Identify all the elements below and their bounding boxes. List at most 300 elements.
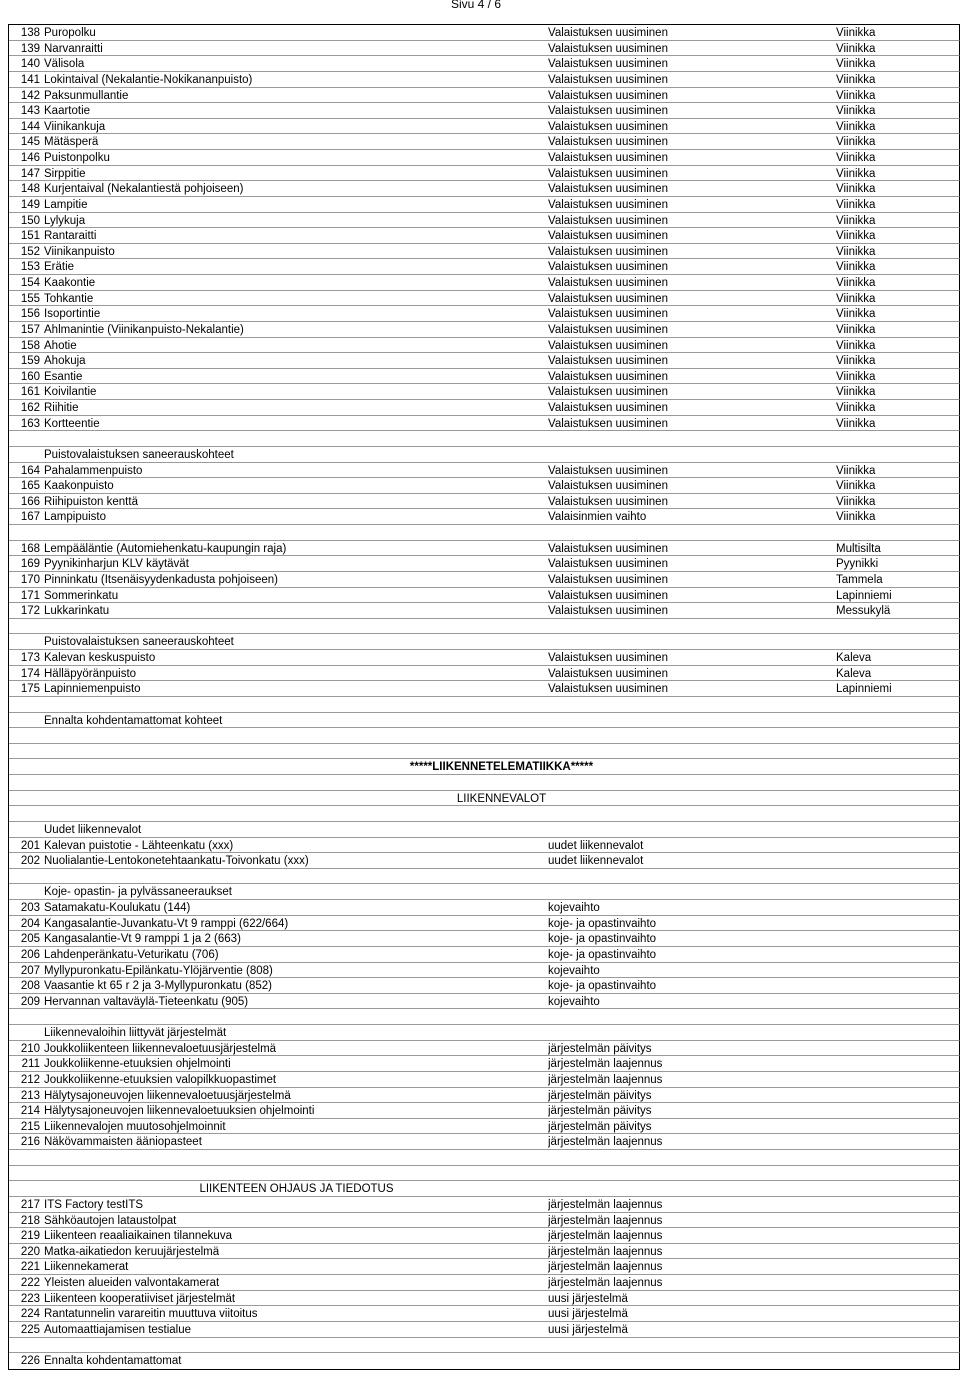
item-name: Lapinniemenpuisto: [44, 683, 141, 696]
table-row: [9, 1306, 960, 1322]
table-row: [9, 119, 960, 135]
item-action: Valaistuksen uusiminen: [548, 339, 668, 352]
item-action: Valaistuksen uusiminen: [548, 152, 668, 164]
item-action: Valaistuksen uusiminen: [548, 417, 668, 430]
table-row: [9, 994, 960, 1010]
item-action: Valaistuksen uusiminen: [548, 277, 668, 289]
item-name: Ahlmanintie (Viinikanpuisto-Nekalantie): [44, 323, 244, 336]
item-name: Joukkoliikenteen liikennevaloetuusjärjestelmä: [44, 1042, 277, 1055]
row-number: 159: [20, 355, 40, 368]
table-row: [9, 134, 960, 150]
item-name: Kaakontie: [44, 277, 96, 289]
item-name: Kurjentaival (Nekalantiestä pohjoiseen): [44, 183, 244, 196]
table-row: [9, 1244, 960, 1260]
table-row: [9, 572, 960, 588]
item-action: Valaistuksen uusiminen: [548, 183, 668, 196]
item-area: Viinikka: [836, 245, 876, 258]
table-row: [9, 1056, 960, 1072]
item-area: Pyynikki: [836, 558, 879, 571]
item-name: Matka-aikatiedon keruujärjestelmä: [44, 1245, 220, 1258]
item-area: Viinikka: [836, 511, 876, 524]
table-row: [9, 1353, 960, 1369]
item-name: Rantatunnelin varareitin muuttuva viitoitus: [44, 1308, 258, 1321]
item-name: Uudet liikennevalot: [44, 823, 142, 836]
item-name: Kortteentie: [44, 417, 100, 430]
item-action: Valaistuksen uusiminen: [548, 42, 668, 55]
table-row: [9, 478, 960, 494]
item-action: Valaistuksen uusiminen: [548, 683, 668, 696]
item-area: Viinikka: [836, 27, 876, 39]
table-row: [9, 1119, 960, 1135]
item-action: Valaistuksen uusiminen: [548, 245, 668, 258]
table-row: [9, 916, 960, 932]
item-name: Koivilantie: [44, 386, 97, 399]
table-row: [9, 838, 960, 854]
row-number: 140: [20, 58, 40, 71]
item-name: Automaattiajamisen testialue: [44, 1323, 192, 1336]
item-area: Viinikka: [836, 308, 876, 321]
item-name: Erätie: [44, 261, 75, 274]
item-name: Sommerinkatu: [44, 589, 119, 602]
table-row: [9, 306, 960, 322]
table-row: [9, 822, 960, 838]
row-number: 144: [20, 120, 40, 133]
table-row: [9, 1197, 960, 1213]
item-action: järjestelmän päivitys: [548, 1105, 652, 1118]
row-number: 170: [20, 573, 40, 586]
table-row: [9, 1166, 960, 1182]
item-name: Paksunmullantie: [44, 89, 129, 102]
table-row: [9, 88, 960, 104]
item-action: Valaistuksen uusiminen: [548, 370, 668, 383]
row-number: 208: [20, 980, 40, 993]
row-number: 207: [20, 964, 40, 977]
row-number: 212: [20, 1073, 40, 1086]
table-row: [9, 166, 960, 182]
row-number: 163: [20, 417, 40, 430]
row-number: 224: [20, 1308, 40, 1321]
item-action: kojevaihto: [548, 902, 600, 914]
row-number: 166: [20, 495, 40, 508]
row-number: 223: [20, 1292, 40, 1305]
item-name: Ennalta kohdentamattomat kohteet: [44, 714, 223, 727]
row-number: 175: [20, 683, 40, 696]
table-row: [9, 150, 960, 166]
item-name: Lampitie: [44, 198, 88, 211]
page-header: [0, 0, 960, 14]
item-area: Viinikka: [836, 355, 876, 368]
item-name: Pahalammenpuisto: [44, 464, 143, 477]
item-action: koje- ja opastinvaihto: [548, 980, 657, 993]
item-name: Liikennekamerat: [44, 1261, 129, 1274]
item-area: Viinikka: [836, 214, 876, 227]
section-heading: LIIKENTEEN OHJAUS JA TIEDOTUS: [199, 1183, 394, 1196]
table-row: [9, 1213, 960, 1229]
item-name: Tohkantie: [44, 292, 94, 305]
table-row: [9, 728, 960, 744]
item-action: Valaistuksen uusiminen: [548, 464, 668, 477]
row-number: 156: [20, 308, 40, 321]
item-name: Hälläpyöränpuisto: [44, 667, 137, 680]
item-area: Viinikka: [836, 417, 876, 430]
table-row: [9, 1181, 960, 1197]
table-row: [9, 1072, 960, 1088]
item-action: uudet liikennevalot: [548, 839, 644, 852]
item-area: Viinikka: [836, 230, 876, 243]
table-row: [9, 1041, 960, 1057]
row-number: 143: [20, 105, 40, 118]
item-action: järjestelmän laajennus: [548, 1214, 663, 1227]
table-row: [9, 322, 960, 338]
table-row: [9, 947, 960, 963]
item-name: Kaartotie: [44, 105, 91, 118]
row-number: 206: [20, 948, 40, 961]
table-row: [9, 369, 960, 385]
row-number: 201: [20, 839, 40, 852]
row-number: 205: [20, 933, 40, 946]
row-number: 172: [20, 605, 40, 618]
row-number: 202: [20, 855, 40, 868]
row-number: 148: [20, 183, 40, 196]
row-number: 152: [20, 245, 40, 258]
item-name: Kangasalantie-Juvankatu-Vt 9 ramppi (622/664): [44, 917, 289, 930]
row-number: 165: [20, 480, 40, 493]
item-action: järjestelmän laajennus: [548, 1073, 663, 1086]
table-row: [9, 25, 960, 41]
item-action: Valaistuksen uusiminen: [548, 105, 668, 118]
item-name: Lampipuisto: [44, 511, 107, 524]
item-action: Valaistuksen uusiminen: [548, 652, 668, 664]
item-name: Narvanraitti: [44, 42, 103, 55]
table-row: [9, 634, 960, 650]
table-row: [9, 181, 960, 197]
item-name: Liikennevaloihin liittyvät järjestelmät: [44, 1027, 227, 1039]
row-number: 203: [20, 902, 40, 914]
table-row: [9, 1025, 960, 1041]
item-area: Viinikka: [836, 198, 876, 211]
table-row: [9, 1275, 960, 1291]
table-row: [9, 931, 960, 947]
item-name: Satamakatu-Koulukatu (144): [44, 902, 191, 914]
item-name: Joukkoliikenne-etuuksien valopilkkuopastimet: [44, 1073, 277, 1086]
table-row: [9, 244, 960, 260]
item-name: ITS Factory testITS: [44, 1198, 144, 1211]
item-name: Lahdenperänkatu-Veturikatu (706): [44, 948, 219, 961]
item-name: Viinikanpuisto: [44, 245, 115, 258]
item-name: Sähköautojen lataustolpat: [44, 1214, 177, 1227]
table-row: [9, 1259, 960, 1275]
item-name: Liikenteen kooperatiiviset järjestelmät: [44, 1292, 236, 1305]
item-name: Riihipuiston kenttä: [44, 495, 138, 508]
item-action: Valaistuksen uusiminen: [548, 198, 668, 211]
row-number: 219: [20, 1230, 40, 1243]
table-row: [9, 1134, 960, 1150]
row-number: 214: [20, 1105, 40, 1118]
table-row: [9, 869, 960, 885]
item-action: Valaistuksen uusiminen: [548, 323, 668, 336]
item-name: Puistovalaistuksen saneerauskohteet: [44, 448, 234, 461]
row-number: 209: [20, 995, 40, 1008]
item-name: Myllypuronkatu-Epilänkatu-Ylöjärventie (808): [44, 964, 273, 977]
table-row: [9, 556, 960, 572]
item-name: Viinikankuja: [44, 120, 106, 133]
item-action: Valaistuksen uusiminen: [548, 480, 668, 493]
item-area: Viinikka: [836, 480, 876, 493]
table-row: [9, 463, 960, 479]
item-name: Rantaraitti: [44, 230, 97, 243]
table-row: [9, 541, 960, 557]
item-name: Pinninkatu (Itsenäisyydenkadusta pohjoiseen): [44, 573, 278, 586]
item-action: järjestelmän päivitys: [548, 1120, 652, 1133]
row-number: 155: [20, 292, 40, 305]
item-action: koje- ja opastinvaihto: [548, 917, 657, 930]
item-action: järjestelmän laajennus: [548, 1198, 663, 1211]
item-name: Lylykuja: [44, 214, 86, 227]
item-name: Ahokuja: [44, 355, 86, 368]
item-area: Multisilta: [836, 542, 881, 555]
item-name: Puistonpolku: [44, 152, 110, 164]
item-action: Valaistuksen uusiminen: [548, 605, 668, 618]
item-area: Tammela: [836, 573, 883, 586]
table-row: [9, 744, 960, 760]
item-name: Ennalta kohdentamattomat: [44, 1355, 182, 1368]
row-number: 145: [20, 136, 40, 149]
table-row: [9, 338, 960, 354]
item-area: Kaleva: [836, 652, 872, 664]
item-action: kojevaihto: [548, 995, 600, 1008]
item-area: Viinikka: [836, 58, 876, 71]
item-action: Valaistuksen uusiminen: [548, 58, 668, 71]
table-row: [9, 525, 960, 541]
item-area: Lapinniemi: [836, 589, 892, 602]
item-action: Valaistuksen uusiminen: [548, 167, 668, 180]
table-row: [9, 1338, 960, 1354]
item-action: järjestelmän laajennus: [548, 1136, 663, 1149]
row-number: 139: [20, 42, 40, 55]
item-area: Viinikka: [836, 136, 876, 149]
table-row: [9, 697, 960, 713]
table-row: [9, 806, 960, 822]
item-name: Välisola: [44, 58, 85, 71]
table-row: [9, 681, 960, 697]
row-number: 225: [20, 1323, 40, 1336]
row-number: 151: [20, 230, 40, 243]
table-row: [9, 494, 960, 510]
item-name: Joukkoliikenne-etuuksien ohjelmointi: [44, 1058, 231, 1071]
item-name: Hälytysajoneuvojen liikennevaloetuusjärjestelmä: [44, 1089, 291, 1102]
table-row: [9, 509, 960, 525]
item-action: järjestelmän laajennus: [548, 1277, 663, 1289]
item-area: Viinikka: [836, 323, 876, 336]
item-area: Messukylä: [836, 605, 891, 618]
row-number: 147: [20, 167, 40, 180]
item-area: Viinikka: [836, 105, 876, 118]
item-action: Valaistuksen uusiminen: [548, 542, 668, 555]
item-action: järjestelmän laajennus: [548, 1230, 663, 1243]
item-area: Viinikka: [836, 120, 876, 133]
row-number: 154: [20, 277, 40, 289]
table-row: [9, 1009, 960, 1025]
item-name: Hälytysajoneuvojen liikennevaloetuuksien ohjelmointi: [44, 1105, 315, 1118]
item-name: Lukkarinkatu: [44, 605, 110, 618]
table-row: [9, 588, 960, 604]
item-name: Ahotie: [44, 339, 77, 352]
row-number: 161: [20, 386, 40, 399]
item-action: Valaistuksen uusiminen: [548, 667, 668, 680]
row-number: 153: [20, 261, 40, 274]
table-row: [9, 1322, 960, 1338]
row-number: 218: [20, 1214, 40, 1227]
row-number: 215: [20, 1120, 40, 1133]
item-action: Valaistuksen uusiminen: [548, 355, 668, 368]
table-row: [9, 963, 960, 979]
item-action: Valaistuksen uusiminen: [548, 495, 668, 508]
row-number: 160: [20, 370, 40, 383]
row-number: 167: [20, 511, 40, 524]
item-action: Valaisinmien vaihto: [548, 511, 647, 524]
table-row: [9, 353, 960, 369]
item-action: Valaistuksen uusiminen: [548, 214, 668, 227]
table-row: [9, 619, 960, 635]
table-row: [9, 259, 960, 275]
table-row: [9, 666, 960, 682]
table-row: [9, 759, 960, 775]
item-name: Näkövammaisten ääniopasteet: [44, 1136, 202, 1149]
row-number: 173: [20, 652, 40, 664]
project-table: [8, 24, 960, 1370]
row-number: 138: [20, 27, 40, 39]
table-row: [9, 1291, 960, 1307]
item-name: Puistovalaistuksen saneerauskohteet: [44, 636, 234, 649]
item-area: Viinikka: [836, 183, 876, 196]
item-action: uusi järjestelmä: [548, 1323, 628, 1336]
item-area: Viinikka: [836, 370, 876, 383]
row-number: 213: [20, 1089, 40, 1102]
row-number: 211: [21, 1058, 40, 1071]
page-number: Sivu 4 / 6: [451, 0, 502, 11]
item-action: järjestelmän päivitys: [548, 1042, 652, 1055]
item-name: Kangasalantie-Vt 9 ramppi 1 ja 2 (663): [44, 933, 241, 946]
table-row: [9, 650, 960, 666]
row-number: 210: [20, 1042, 40, 1055]
item-name: Vaasantie kt 65 r 2 ja 3-Myllypuronkatu (852): [44, 980, 272, 993]
item-area: Viinikka: [836, 167, 876, 180]
table-row: [9, 431, 960, 447]
row-number: 204: [20, 917, 40, 930]
row-number: 162: [20, 402, 40, 414]
item-name: Nuolialantie-Lentokonetehtaankatu-Toivonkatu (xxx): [44, 855, 309, 868]
item-area: Viinikka: [836, 464, 876, 477]
item-name: Esantie: [44, 370, 83, 383]
row-number: 157: [20, 323, 40, 336]
table-row: [9, 416, 960, 432]
item-action: uudet liikennevalot: [548, 855, 644, 868]
item-name: Isoportintie: [44, 308, 101, 321]
row-number: 174: [20, 667, 40, 680]
table-row: [9, 713, 960, 729]
item-action: Valaistuksen uusiminen: [548, 558, 668, 571]
section-heading: LIIKENNEVALOT: [456, 792, 547, 805]
item-action: Valaistuksen uusiminen: [548, 136, 668, 149]
row-number: 164: [20, 464, 40, 477]
item-name: Yleisten alueiden valvontakamerat: [44, 1277, 220, 1289]
item-name: Riihitie: [44, 402, 79, 414]
item-area: Viinikka: [836, 73, 876, 86]
item-action: järjestelmän laajennus: [548, 1058, 663, 1071]
item-area: Viinikka: [836, 339, 876, 352]
item-name: Liikenteen reaaliaikainen tilannekuva: [44, 1230, 232, 1243]
table-row: [9, 41, 960, 57]
item-action: Valaistuksen uusiminen: [548, 292, 668, 305]
row-number: 146: [20, 152, 40, 164]
table-row: [9, 447, 960, 463]
item-name: Kaakonpuisto: [44, 480, 114, 493]
table-row: [9, 291, 960, 307]
table-row: [9, 1088, 960, 1104]
item-action: järjestelmän laajennus: [548, 1261, 663, 1274]
item-action: Valaistuksen uusiminen: [548, 120, 668, 133]
table-row: [9, 103, 960, 119]
table-row: [9, 603, 960, 619]
item-action: uusi järjestelmä: [548, 1308, 628, 1321]
item-area: Lapinniemi: [836, 683, 892, 696]
table-row: [9, 228, 960, 244]
table-row: [9, 275, 960, 291]
table-row: [9, 400, 960, 416]
section-heading: *****LIIKENNETELEMATIIKKA*****: [409, 761, 594, 774]
item-area: Viinikka: [836, 277, 876, 289]
item-action: järjestelmän päivitys: [548, 1089, 652, 1102]
item-area: Kaleva: [836, 667, 872, 680]
item-action: Valaistuksen uusiminen: [548, 230, 668, 243]
item-action: Valaistuksen uusiminen: [548, 573, 668, 586]
item-area: Viinikka: [836, 261, 876, 274]
item-area: Viinikka: [836, 386, 876, 399]
row-number: 226: [20, 1355, 40, 1368]
item-name: Koje- opastin- ja pylvässaneeraukset: [44, 886, 232, 899]
item-action: Valaistuksen uusiminen: [548, 308, 668, 321]
item-area: Viinikka: [836, 89, 876, 102]
item-name: Hervannan valtaväylä-Tieteenkatu (905): [44, 995, 249, 1008]
item-action: Valaistuksen uusiminen: [548, 73, 668, 86]
table-row: [9, 775, 960, 791]
item-name: Lokintaival (Nekalantie-Nokikananpuisto): [44, 73, 253, 86]
item-area: Viinikka: [836, 152, 876, 164]
item-action: koje- ja opastinvaihto: [548, 948, 657, 961]
row-number: 171: [20, 589, 40, 602]
item-area: Viinikka: [836, 495, 876, 508]
item-name: Kalevan puistotie - Lähteenkatu (xxx): [44, 839, 234, 852]
table-row: [9, 853, 960, 869]
item-name: Lempääläntie (Automiehenkatu-kaupungin raja): [44, 542, 287, 555]
table-row: [9, 791, 960, 807]
row-number: 141: [20, 73, 40, 86]
table-row: [9, 213, 960, 229]
table-row: [9, 1103, 960, 1119]
row-number: 150: [20, 214, 40, 227]
table-row: [9, 72, 960, 88]
row-number: 168: [20, 542, 40, 555]
row-number: 149: [20, 198, 40, 211]
table-row: [9, 1228, 960, 1244]
table-row: [9, 384, 960, 400]
row-number: 158: [20, 339, 40, 352]
item-action: Valaistuksen uusiminen: [548, 386, 668, 399]
item-area: Viinikka: [836, 42, 876, 55]
item-action: järjestelmän laajennus: [548, 1245, 663, 1258]
item-action: Valaistuksen uusiminen: [548, 589, 668, 602]
item-name: Liikennevalojen muutosohjelmoinnit: [44, 1120, 226, 1133]
